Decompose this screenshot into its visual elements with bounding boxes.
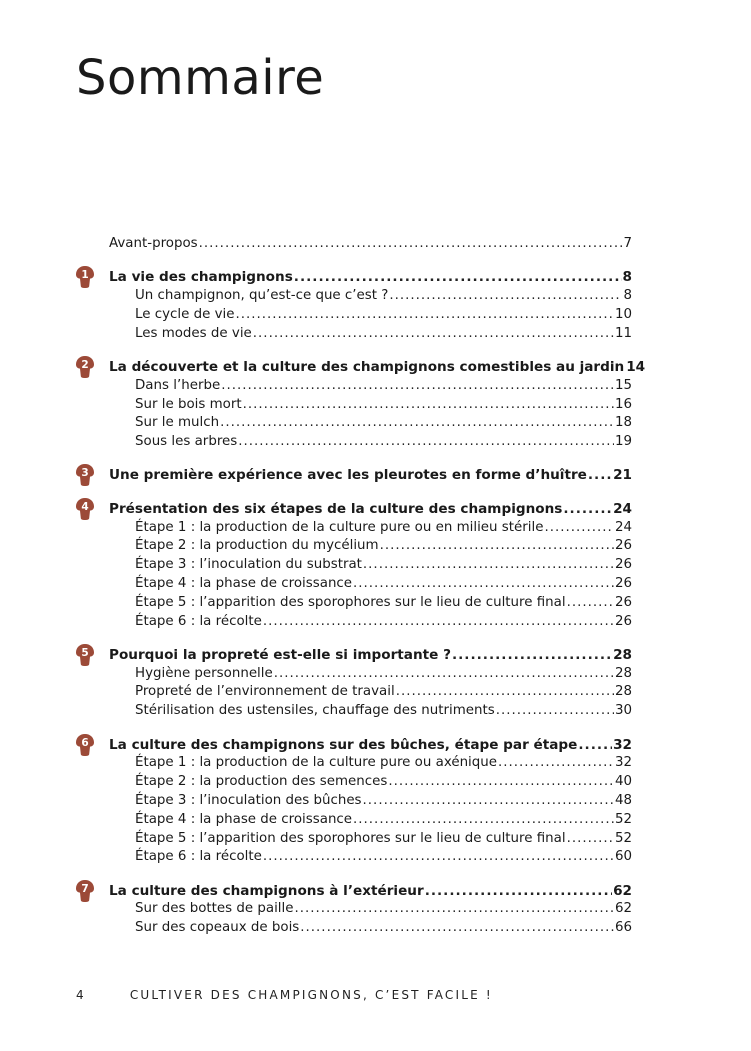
toc-subentry-title: Étape 4 : la phase de croissance	[135, 811, 353, 827]
toc-subentry-page: 10	[614, 306, 632, 322]
toc-subentry-page: 60	[614, 849, 632, 865]
dot-leader	[578, 736, 612, 755]
toc-chapter-2[interactable]	[109, 358, 646, 377]
dot-leader	[263, 848, 614, 867]
dot-leader	[300, 919, 614, 938]
toc-subentry-page: 16	[614, 396, 632, 412]
toc-subentry-page: 52	[614, 811, 632, 827]
section-gap	[109, 452, 632, 467]
chapter-block	[81, 882, 632, 938]
toc-subentry[interactable]	[109, 665, 632, 684]
toc-subentry-title: Étape 1 : la production de la culture pure ou axénique	[135, 755, 498, 771]
toc-chapter-page: 62	[613, 882, 632, 899]
toc-subentry[interactable]	[109, 325, 632, 344]
toc-subentry[interactable]	[109, 396, 632, 415]
toc-chapter-title: Pourquoi la propreté est-elle si importante ?	[109, 646, 451, 663]
dot-leader	[274, 665, 614, 684]
page-footer	[76, 988, 493, 1002]
section-gap	[109, 867, 632, 882]
toc-chapter-title: Présentation des six étapes de la culture des champignons	[109, 500, 563, 517]
toc-subentry-page: 26	[614, 613, 632, 629]
toc-subentry[interactable]	[109, 594, 632, 613]
dot-leader	[380, 537, 614, 556]
toc-subentry-title: Sur des copeaux de bois	[135, 920, 300, 936]
chapter-number: 5	[81, 646, 89, 659]
chapter-number: 7	[81, 882, 89, 895]
toc-subentry[interactable]	[109, 414, 632, 433]
mushroom-badge-icon	[75, 733, 95, 757]
toc-chapter-title: Une première expérience avec les pleurotes en forme d’huître	[109, 467, 587, 484]
toc-subentry-title: Étape 3 : l’inoculation des bûches	[135, 792, 362, 808]
toc-subentry-page: 11	[614, 325, 632, 341]
toc-subentry-title: Étape 6 : la récolte	[135, 613, 262, 629]
toc-subentry[interactable]	[109, 433, 632, 452]
toc-subentry[interactable]	[109, 519, 632, 538]
toc-subentry-title: Sur le mulch	[135, 415, 220, 431]
section-gap	[109, 254, 632, 269]
toc-subentry[interactable]	[109, 377, 632, 396]
mushroom-badge-icon	[75, 879, 95, 903]
toc-entry-page: 7	[623, 236, 632, 251]
toc-chapter-page: 21	[613, 467, 632, 484]
section-gap	[109, 343, 632, 358]
toc-subentry[interactable]	[109, 537, 632, 556]
chapter-block	[81, 500, 632, 632]
dot-leader	[294, 900, 613, 919]
toc-subentry-title: Sur le bois mort	[135, 396, 242, 412]
chapter-number: 2	[81, 358, 89, 371]
toc-entry-intro[interactable]	[109, 235, 632, 254]
dot-leader	[544, 519, 614, 538]
toc-subentry[interactable]	[109, 811, 632, 830]
dot-leader	[452, 646, 612, 665]
toc-subentry-page: 26	[614, 557, 632, 573]
page-number: 4	[76, 988, 84, 1002]
chapter-number: 4	[81, 500, 89, 513]
toc-subentry-title: Étape 1 : la production de la culture pure ou en milieu stérile	[135, 519, 544, 535]
page-title: Sommaire	[76, 50, 325, 106]
toc-subentry-page: 8	[623, 288, 632, 304]
toc-chapter-5[interactable]	[109, 646, 632, 665]
toc-chapter-title: La culture des champignons sur des bûches, étape par étape	[109, 736, 578, 753]
dot-leader	[353, 575, 614, 594]
toc-subentry-title: Étape 5 : l’apparition des sporophores sur le lieu de culture final	[135, 830, 566, 846]
toc-subentry-page: 24	[614, 519, 632, 535]
mushroom-badge-icon	[75, 355, 95, 379]
dot-leader	[496, 702, 614, 721]
toc-subentry-page: 62	[614, 901, 632, 917]
toc-subentry-title: Étape 3 : l’inoculation du substrat	[135, 557, 362, 573]
toc-subentry[interactable]	[109, 792, 632, 811]
dot-leader	[425, 882, 612, 901]
dot-leader	[238, 433, 614, 452]
toc-chapter-page: 14	[626, 358, 646, 375]
toc-subentry-title: Étape 2 : la production du mycélium	[135, 538, 379, 554]
toc-chapter-page: 24	[613, 500, 632, 517]
dot-leader	[567, 594, 614, 613]
toc-subentry-page: 26	[614, 594, 632, 610]
toc-chapter-title: La découverte et la culture des champignons comestibles au jardin	[109, 358, 625, 375]
dot-leader	[563, 500, 612, 519]
dot-leader	[294, 268, 622, 287]
dot-leader	[363, 792, 614, 811]
section-gap	[109, 631, 632, 646]
dot-leader	[363, 556, 614, 575]
toc-subentry[interactable]	[109, 287, 632, 306]
chapter-block	[81, 268, 632, 343]
toc-chapter-title: La vie des champignons	[109, 269, 293, 286]
dot-leader	[396, 683, 614, 702]
dot-leader	[235, 306, 613, 325]
toc-subentry-page: 52	[614, 830, 632, 846]
toc-subentry[interactable]	[109, 575, 632, 594]
toc-subentry-page: 28	[614, 684, 632, 700]
dot-leader	[353, 811, 614, 830]
toc-subentry-page: 18	[614, 415, 632, 431]
toc-subentry-page: 15	[614, 377, 632, 393]
chapter-block	[81, 736, 632, 868]
toc-chapter-page: 32	[613, 736, 632, 753]
mushroom-badge-icon	[75, 265, 95, 289]
toc-entry-title: Avant-propos	[109, 236, 198, 251]
mushroom-badge-icon	[75, 463, 95, 487]
chapter-block	[81, 358, 646, 452]
chapter-block	[81, 466, 632, 485]
toc-subentry-title: Les modes de vie	[135, 325, 252, 341]
toc-subentry-title: Sous les arbres	[135, 434, 238, 450]
toc-subentry-title: Sur des bottes de paille	[135, 901, 294, 917]
toc-subentry[interactable]	[109, 556, 632, 575]
toc-subentry-title: Étape 5 : l’apparition des sporophores sur le lieu de culture final	[135, 594, 566, 610]
toc-subentry[interactable]	[109, 830, 632, 849]
toc-subentry[interactable]	[109, 702, 632, 721]
toc-subentry-page: 32	[614, 755, 632, 771]
chapter-number: 1	[81, 269, 89, 282]
dot-leader	[498, 754, 614, 773]
mushroom-badge-icon	[75, 643, 95, 667]
mushroom-badge-icon	[75, 497, 95, 521]
toc-subentry-title: Dans l’herbe	[135, 377, 221, 393]
toc-subentry-page: 26	[614, 538, 632, 554]
toc-subentry[interactable]	[109, 900, 632, 919]
dot-leader	[567, 830, 614, 849]
toc-subentry-title: Étape 2 : la production des semences	[135, 774, 388, 790]
dot-leader	[253, 325, 614, 344]
section-gap	[109, 721, 632, 736]
toc-subentry-title: Le cycle de vie	[135, 306, 235, 322]
toc-chapter-7[interactable]	[109, 882, 632, 901]
toc-chapter-3[interactable]	[109, 466, 632, 485]
toc-chapter-title: La culture des champignons à l’extérieur	[109, 882, 424, 899]
toc-subentry-title: Étape 4 : la phase de croissance	[135, 575, 353, 591]
toc-subentry[interactable]	[109, 754, 632, 773]
toc-chapter-page: 28	[613, 646, 632, 663]
chapter-block	[81, 646, 632, 721]
dot-leader	[221, 377, 614, 396]
dot-leader	[263, 613, 614, 632]
dot-leader	[388, 773, 614, 792]
table-of-contents	[81, 235, 646, 938]
toc-subentry[interactable]	[109, 613, 632, 632]
toc-subentry-page: 48	[614, 792, 632, 808]
toc-subentry-page: 28	[614, 665, 632, 681]
toc-subentry-page: 19	[614, 434, 632, 450]
toc-subentry[interactable]	[109, 919, 632, 938]
toc-chapter-6[interactable]	[109, 736, 632, 755]
toc-subentry[interactable]	[109, 683, 632, 702]
toc-chapter-page: 8	[622, 269, 632, 286]
dot-leader	[220, 414, 614, 433]
dot-leader	[389, 287, 622, 306]
toc-subentry-title: Stérilisation des ustensiles, chauffage des nutriments	[135, 703, 495, 719]
toc-subentry[interactable]	[109, 306, 632, 325]
dot-leader	[199, 235, 623, 254]
toc-subentry-page: 40	[614, 774, 632, 790]
toc-chapter-4[interactable]	[109, 500, 632, 519]
toc-subentry[interactable]	[109, 773, 632, 792]
toc-subentry-title: Un champignon, qu’est-ce que c’est ?	[135, 288, 389, 304]
toc-subentry-page: 30	[614, 703, 632, 719]
chapter-number: 6	[81, 736, 89, 749]
toc-subentry[interactable]	[109, 848, 632, 867]
toc-subentry-page: 66	[614, 920, 632, 936]
dot-leader	[243, 396, 614, 415]
dot-leader	[588, 466, 612, 485]
section-gap	[109, 485, 632, 500]
toc-chapter-1[interactable]	[109, 268, 632, 287]
chapter-number: 3	[81, 467, 89, 480]
toc-subentry-title: Hygiène personnelle	[135, 665, 273, 681]
running-title: CULTIVER DES CHAMPIGNONS, C’EST FACILE !	[129, 988, 493, 1002]
toc-subentry-page: 26	[614, 575, 632, 591]
toc-subentry-title: Étape 6 : la récolte	[135, 849, 262, 865]
toc-subentry-title: Propreté de l’environnement de travail	[135, 684, 395, 700]
